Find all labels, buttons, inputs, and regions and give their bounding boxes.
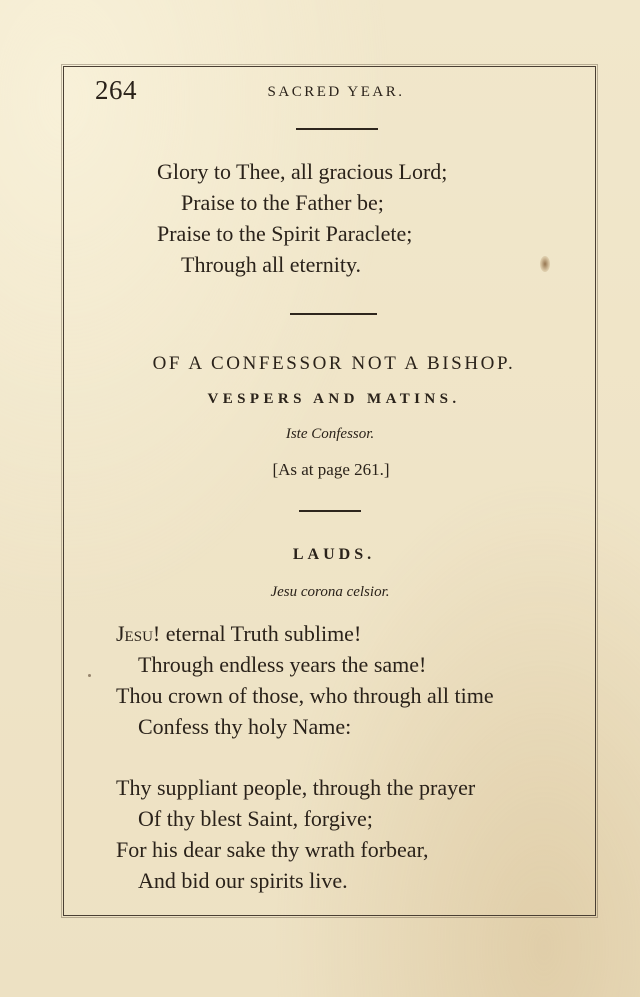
lauds-stanza1-line-2: Through endless years the same! [138,652,427,677]
dropped-first-word: Jesu [116,621,153,646]
lauds-stanza1-line-3: Thou crown of those, who through all time [116,683,494,708]
first-line-rest: ! eternal Truth sublime! [152,621,362,646]
paper-stain [540,256,550,272]
lauds-stanza2-line-1: Thy suppliant people, through the prayer [116,775,476,800]
doxology-line-3: Praise to the Spirit Paraclete; [157,221,413,246]
divider-rule-middle [290,313,377,315]
page-number: 264 [95,75,137,105]
section-title-confessor: OF A CONFESSOR NOT A BISHOP. [152,353,516,374]
doxology-line-4: Through all eternity. [181,252,362,277]
doxology-line-2: Praise to the Father be; [181,190,384,215]
lauds-stanza2-line-4: And bid our spirits live. [138,868,348,893]
divider-rule-top [296,128,378,130]
doxology-line-1: Glory to Thee, all gracious Lord; [157,159,448,184]
running-title: SACRED YEAR. [267,84,405,100]
hymn-incipit-jesu-corona: Jesu corona celsior. [270,584,390,600]
lauds-stanza2-line-2: Of thy blest Saint, forgive; [138,806,373,831]
divider-rule-lower [299,510,361,512]
lauds-stanza2-line-3: For his dear sake thy wrath forbear, [116,837,429,862]
cross-reference-note: [As at page 261.] [272,460,390,479]
hymn-incipit-iste-confessor: Iste Confessor. [285,426,375,442]
paper-speck [88,674,91,677]
section-title-lauds: LAUDS. [292,546,376,563]
lauds-stanza1-line-1 [116,621,361,647]
section-subtitle-vespers-matins: VESPERS AND MATINS. [207,391,461,407]
lauds-stanza1-line-4: Confess thy holy Name: [138,714,352,739]
